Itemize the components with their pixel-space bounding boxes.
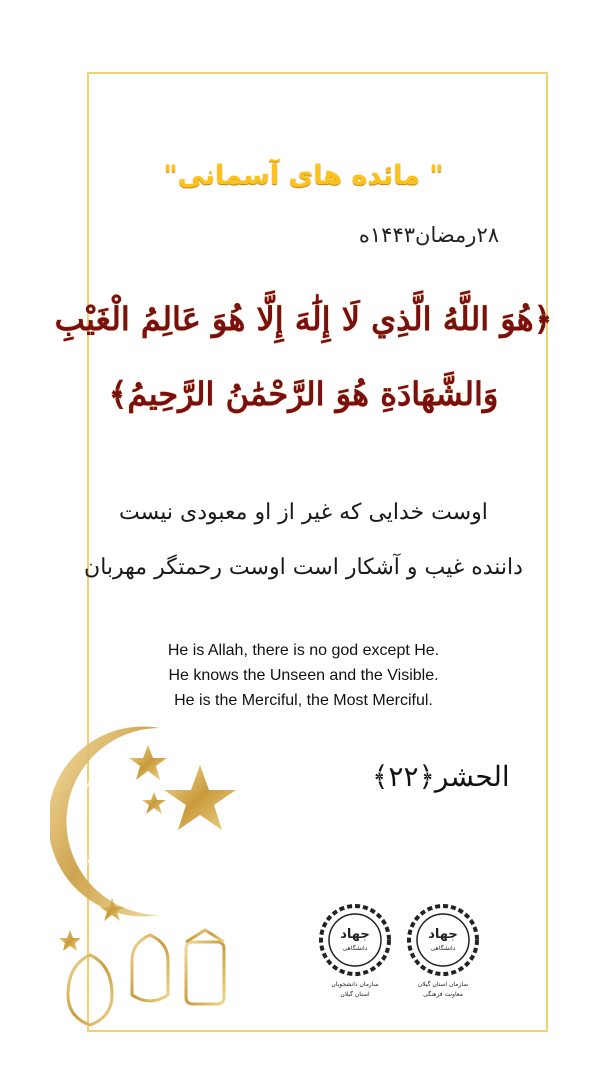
verse-line-2: وَالشَّهَادَةِ هُوَ الرَّحْمَٰنُ الرَّحِيمُ﴾ xyxy=(108,375,499,413)
logo-word: جهاد xyxy=(340,927,370,942)
persian-line-2: داننده غیب و آشکار است اوست رحمتگر مهربان xyxy=(84,555,523,580)
page-title: " مائده های آسمانی" xyxy=(163,160,444,191)
logo-word: جهاد xyxy=(428,927,458,942)
english-line-1: He is Allah, there is no god except He. xyxy=(167,642,440,659)
english-line-3: He is the Merciful, the Most Merciful. xyxy=(174,692,433,709)
jahad-logo-left xyxy=(316,900,394,1000)
logo-org: سازمان دانشجویان xyxy=(331,981,379,988)
logo-region: استان گیلان xyxy=(340,991,370,998)
logo-region: معاونت فرهنگی xyxy=(423,991,463,998)
logo-sub: دانشگاهی xyxy=(342,945,368,952)
star-icon xyxy=(59,745,236,951)
jahad-logo-right xyxy=(404,900,482,1000)
verse-line-1: ﴿هُوَ اللَّهُ الَّذِي لَا إِلَٰهَ إِلَّا هُوَ عَالِمُ الْغَيْبِ xyxy=(54,300,553,338)
ramadan-decoration xyxy=(50,720,260,1040)
english-line-2: He knows the Unseen and the Visible. xyxy=(168,667,439,684)
logo-org: سازمان استان گیلان xyxy=(417,981,469,988)
persian-line-1: اوست خدایی که غیر از او معبودی نیست xyxy=(119,500,488,525)
logo-sub: دانشگاهی xyxy=(430,945,456,952)
surah-reference: الحشر﴿۲۲﴾ xyxy=(372,760,510,793)
crescent-moon-icon xyxy=(50,727,160,917)
date-label: ۲۸رمضان۱۴۴۳ه xyxy=(358,223,499,247)
